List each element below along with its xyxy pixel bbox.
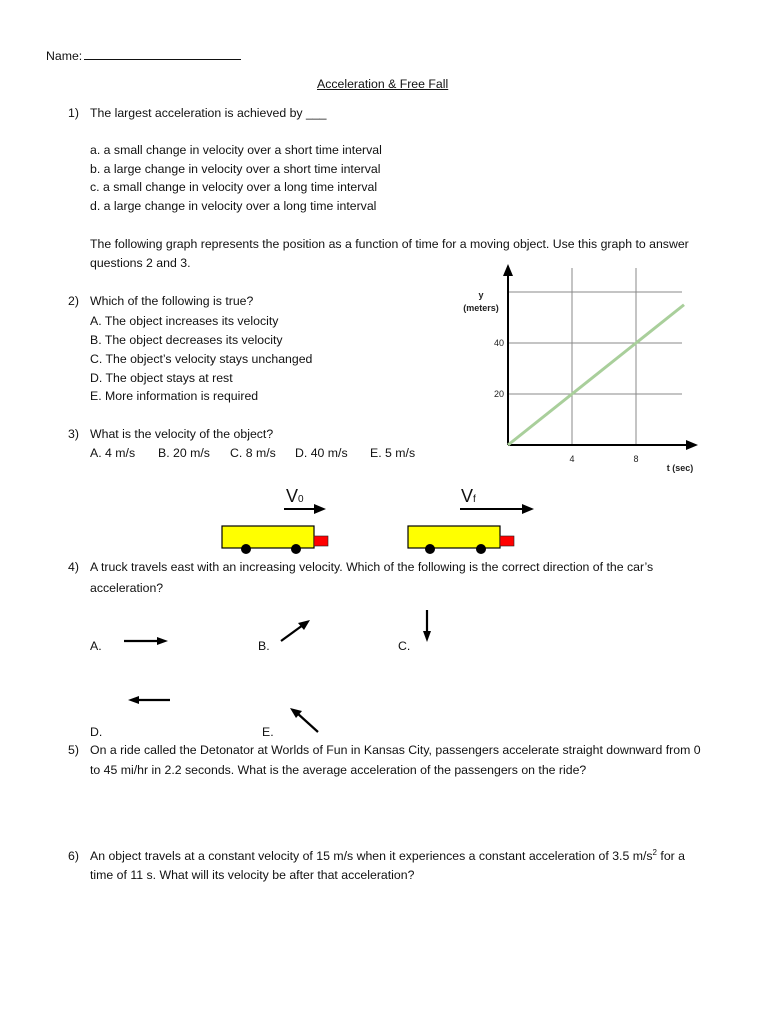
question-text-line-1: A truck travels east with an increasing velocity. Which of the following is the correct direction of the car’s — [90, 560, 654, 574]
option-a: A. 4 m/s — [90, 446, 136, 460]
choice-e-label: E. — [262, 725, 274, 739]
question-text: Which of the following is true? — [90, 294, 254, 308]
truck-final-icon — [406, 524, 518, 558]
graph-intro-line-2: questions 2 and 3. — [90, 256, 191, 270]
choice-b-label: B. — [258, 639, 270, 653]
arrow-south-icon — [420, 610, 434, 644]
choice-d-label: D. — [90, 725, 103, 739]
option-e: E. 5 m/s — [370, 446, 416, 460]
truck-initial-icon — [220, 524, 332, 558]
option-c: C. 8 m/s — [230, 446, 276, 460]
question-number: 5) — [68, 743, 79, 757]
question-text: The largest acceleration is achieved by ___ — [90, 106, 327, 120]
arrow-southeast-icon — [288, 706, 322, 734]
graph-grid — [508, 268, 682, 445]
x-tick-label: 4 — [569, 454, 575, 464]
arrow-east-icon — [124, 634, 170, 648]
option-c: C. The object’s velocity stays unchanged — [90, 352, 313, 366]
option-d: d. a large change in velocity over a long time interval — [90, 199, 377, 213]
data-series-line — [508, 305, 684, 445]
name-field[interactable] — [46, 48, 241, 63]
choice-a-label: A. — [90, 639, 102, 653]
question-text-line-2: time of 11 s. What will its velocity be after that acceleration? — [90, 868, 415, 882]
option-a: A. The object increases its velocity — [90, 314, 279, 328]
question-text-line-1: On a ride called the Detonator at Worlds of Fun in Kansas City, passengers accelerate straight downward from 0 — [90, 743, 701, 757]
option-a: a. a small change in velocity over a short time interval — [90, 143, 382, 157]
name-label: Name: — [46, 49, 83, 63]
y-axis-arrowhead — [503, 264, 513, 276]
arrow-right-icon — [284, 502, 328, 516]
choice-c-label: C. — [398, 639, 411, 653]
question-number: 1) — [68, 106, 79, 120]
v0-label: V0 — [286, 486, 304, 506]
option-b: B. 20 m/s — [158, 446, 210, 460]
option-b: B. The object decreases its velocity — [90, 333, 283, 347]
option-b: b. a large change in velocity over a short time interval — [90, 162, 381, 176]
page-title: Acceleration & Free Fall — [317, 77, 449, 91]
option-d: D. 40 m/s — [295, 446, 348, 460]
question-text-line-2: to 45 mi/hr in 2.2 seconds. What is the average acceleration of the passengers on the ride? — [90, 763, 587, 777]
x-tick-label: 8 — [633, 454, 639, 464]
y-axis-label-units: (meters) — [463, 303, 499, 313]
name-blank-line[interactable] — [84, 48, 241, 60]
arrow-northeast-icon — [278, 618, 312, 644]
question-text-line-2: acceleration? — [90, 581, 164, 595]
option-d: D. The object stays at rest — [90, 371, 233, 385]
option-e: E. More information is required — [90, 389, 259, 403]
y-tick-label: 40 — [493, 338, 504, 348]
arrow-west-icon — [126, 693, 172, 707]
option-c: c. a small change in velocity over a long time interval — [90, 180, 378, 194]
question-number: 4) — [68, 560, 79, 574]
question-number: 3) — [68, 427, 79, 441]
question-text: What is the velocity of the object? — [90, 427, 274, 441]
x-axis-label: t (sec) — [666, 463, 694, 473]
position-time-graph — [440, 260, 710, 480]
graph-intro-line-1: The following graph represents the position as a function of time for a moving object. Use this graph to answer — [90, 237, 689, 251]
x-axis-arrowhead — [686, 440, 698, 450]
arrow-right-icon — [460, 502, 536, 516]
question-text-line-1: An object travels at a constant velocity of 15 m/s when it experiences a constant acceleration of 3.5 $m/s^2$ for a — [90, 847, 686, 863]
y-tick-label: 20 — [493, 389, 504, 399]
question-number: 2) — [68, 294, 79, 308]
vf-label: Vf — [461, 486, 476, 506]
question-number: 6) — [68, 849, 79, 863]
y-axis-label: y — [478, 290, 484, 300]
